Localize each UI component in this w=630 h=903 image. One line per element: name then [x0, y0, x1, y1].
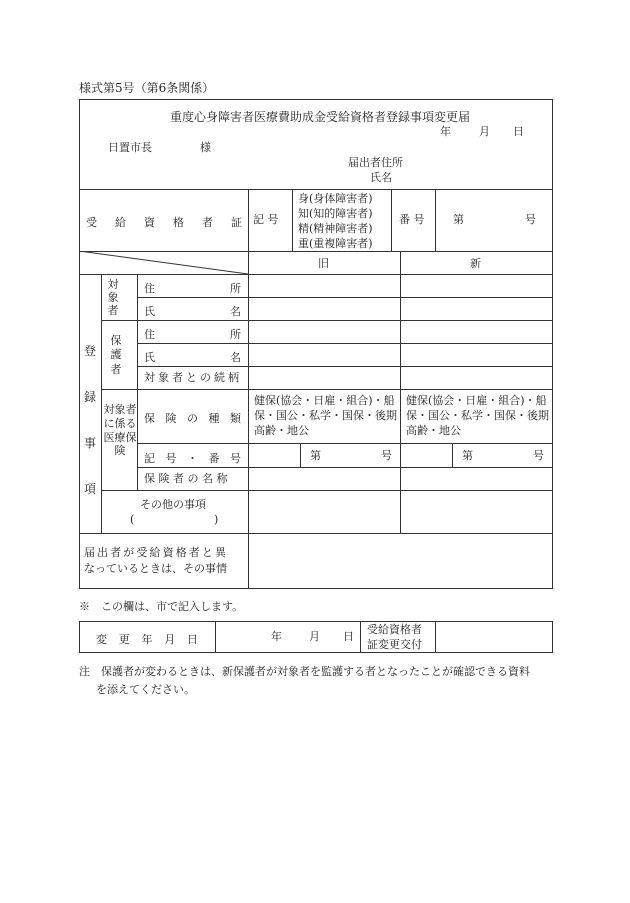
row-guardian-address: 住 所 — [144, 328, 241, 341]
diagonal-line — [79, 251, 249, 275]
addressee-honorific: 様 — [200, 141, 211, 154]
group-guardian: 保護者 — [110, 334, 122, 376]
row-insurer-name: 保険者の名称 — [144, 472, 231, 485]
insurance-options-old-2: 保・国公・私学・国保・後期 — [254, 409, 397, 422]
ins-number-old-go: 号 — [381, 449, 392, 462]
form-number: 様式第5号（第6条関係） — [79, 81, 215, 95]
column-old: 旧 — [318, 257, 329, 270]
office-change-date-label: 変 更 年 月 日 — [96, 633, 198, 646]
applicant-name-label: 氏名 — [370, 171, 392, 184]
date-day: 日 — [513, 125, 524, 138]
office-date-year: 年 — [271, 630, 282, 643]
row-other: その他の事項 — [140, 498, 206, 511]
insurance-options-new-3: 高齢・地公 — [406, 424, 461, 437]
date-year: 年 — [440, 125, 451, 138]
insurance-options-new-1: 健保(協会・日雇・組合)・船 — [406, 394, 547, 407]
row-guardian-name: 氏 名 — [144, 351, 241, 364]
row-insurance-kigo: 記 号 ・ 番 号 — [144, 452, 241, 465]
footnote-line-2: を添えてください。 — [96, 683, 195, 696]
row-other-paren-open: ( — [130, 513, 135, 526]
office-note: ※ この欄は、市で記入します。 — [79, 600, 244, 613]
cert-number-dai: 第 — [453, 213, 464, 226]
insurance-options-old-1: 健保(協会・日雇・組合)・船 — [254, 394, 395, 407]
group-insurance: 対象者に係る医療保険 — [103, 403, 137, 458]
cert-number-go: 号 — [525, 213, 536, 226]
row-subject-address: 住 所 — [144, 282, 241, 295]
form-title: 重度心身障害者医療費助成金受給資格者登録事項変更届 — [170, 110, 471, 124]
office-date-day: 日 — [343, 630, 354, 643]
office-date-month: 月 — [309, 630, 320, 643]
ins-number-new-go: 号 — [533, 449, 544, 462]
footnote-line-1: 注 保護者が変わるときは、新保護者が対象者を監護する者となったことが確認できる資料 — [79, 665, 530, 678]
column-new: 新 — [470, 257, 481, 270]
ins-number-new-dai: 第 — [462, 449, 473, 462]
insurance-options-new-2: 保・国公・私学・国保・後期 — [406, 409, 549, 422]
addressee-name: 日置市長 — [108, 141, 152, 154]
cert-category-multiple: 重(重複障害者) — [298, 237, 373, 250]
group-subject: 対象者 — [107, 278, 119, 318]
cert-category-body: 身(身体障害者) — [298, 192, 373, 205]
applicant-address-label: 届出者住所 — [348, 156, 403, 169]
cert-category-intellectual: 知(知的障害者) — [298, 207, 373, 220]
side-label-text: 登録事項 — [84, 344, 97, 496]
cert-category-mental: 精(精神障害者) — [298, 222, 373, 235]
office-issue-label-2: 証変更交付 — [367, 638, 422, 651]
ins-number-old-dai: 第 — [310, 449, 321, 462]
reason-line-2: なっているときは、その事情 — [84, 562, 227, 575]
reason-line-1: 届出者が受給資格者と異 — [84, 546, 229, 559]
insurance-options-old-3: 高齢・地公 — [254, 424, 309, 437]
office-issue-label-1: 受給資格者 — [367, 623, 422, 636]
row-insurance-type: 保 険 の 種 類 — [144, 412, 241, 425]
date-month: 月 — [479, 125, 490, 138]
row-other-paren-close: ) — [214, 513, 219, 526]
cert-bango-label: 番 号 — [399, 213, 425, 226]
row-relation: 対象者との続柄 — [144, 371, 242, 384]
cert-kigo-label: 記 号 — [253, 213, 279, 226]
row-subject-name: 氏 名 — [144, 305, 241, 318]
cert-label: 受 給 資 格 者 証 — [86, 216, 242, 229]
